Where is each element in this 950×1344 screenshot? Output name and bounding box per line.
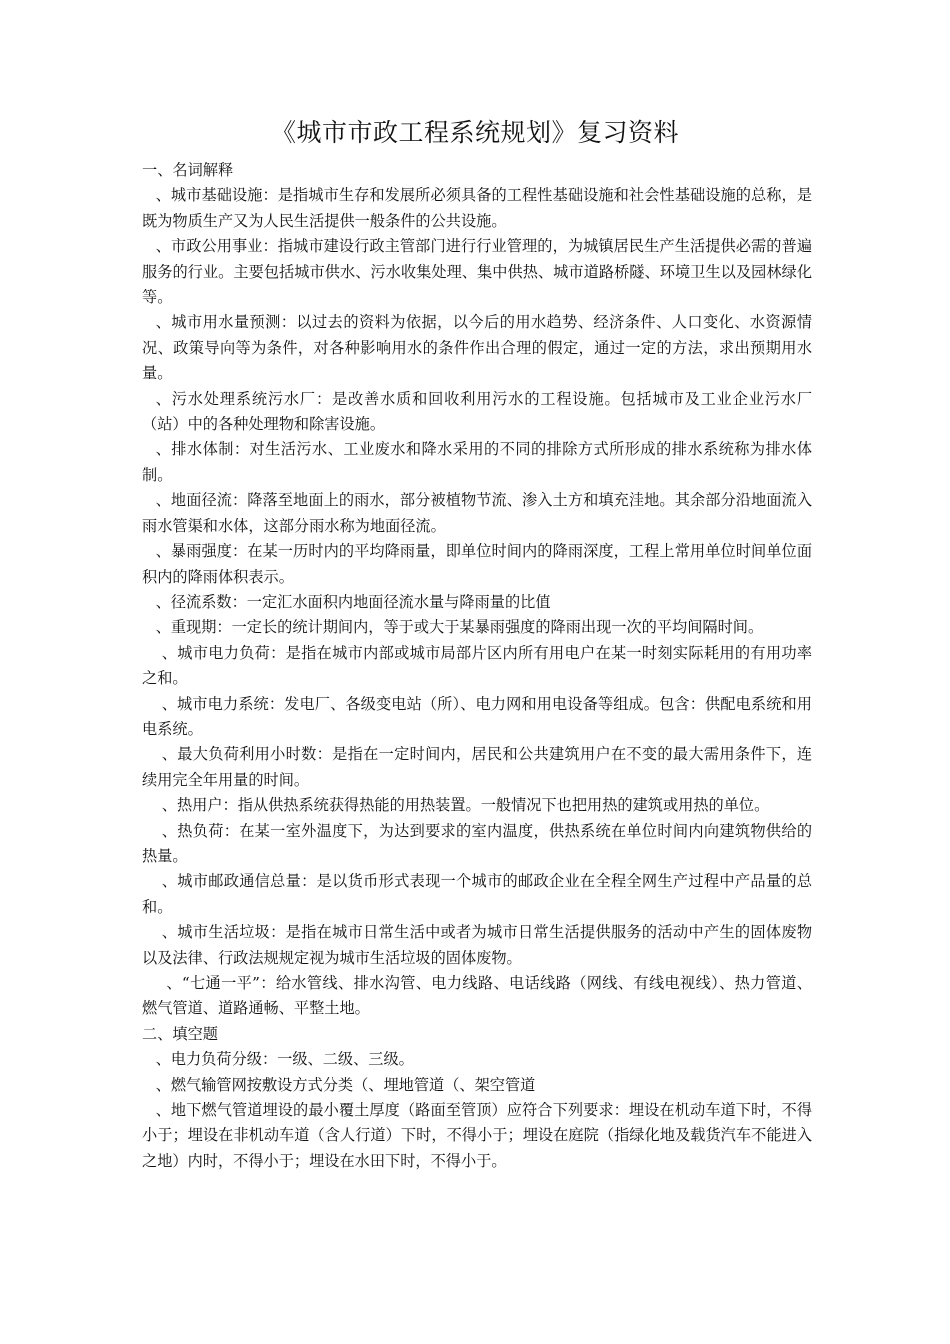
section-heading-definitions: 一、名词解释 — [142, 161, 234, 179]
fill-in-item: 、地下燃气管道埋设的最小覆土厚度（路面至管顶）应符合下列要求：埋设在机动车道下时，不得小于；埋设在非机动车道（含人行道）下时，不得小于；埋设在庭院（指绿化地及载货汽车不能进入之地）内时，不得小于；埋设在水田下时，不得小于。 — [142, 1101, 812, 1170]
definition-item: 、城市用水量预测：以过去的资料为依据，以今后的用水趋势、经济条件、人口变化、水资源情况、政策导向等为条件，对各种影响用水的条件作出合理的假定，通过一定的方法，求出预期用水量。 — [142, 313, 812, 383]
definition-item: 、城市基础设施：是指城市生存和发展所必须具备的工程性基础设施和社会性基础设施的总称，是既为物质生产又为人民生活提供一般条件的公共设施。 — [142, 186, 812, 230]
definition-item: 、最大负荷利用小时数：是指在一定时间内，居民和公共建筑用户在不变的最大需用条件下，连续用完全年用量的时间。 — [142, 745, 812, 789]
definition-item: 、热负荷：在某一室外温度下，为达到要求的室内温度，供热系统在单位时间内向建筑物供给的热量。 — [142, 821, 812, 865]
definition-item: 、城市生活垃圾：是指在城市日常生活中或者为城市日常生活提供服务的活动中产生的固体废物以及法律、行政法规规定视为城市生活垃圾的固体废物。 — [142, 923, 812, 967]
definition-item: 、城市邮政通信总量：是以货币形式表现一个城市的邮政企业在全程全网生产过程中产品量的总和。 — [142, 872, 812, 916]
definition-item: 、重现期：一定长的统计期间内，等于或大于某暴雨强度的降雨出现一次的平均间隔时间。 — [155, 618, 764, 637]
definition-item: 、地面径流：降落至地面上的雨水，部分被植物节流、渗入土方和填充洼地。其余部分沿地面流入雨水管渠和水体，这部分雨水称为地面径流。 — [142, 491, 812, 535]
definition-item: 、排水体制：对生活污水、工业废水和降水采用的不同的排除方式所形成的排水系统称为排水体制。 — [142, 440, 812, 484]
definition-item: 、污水处理系统污水厂：是改善水质和回收利用污水的工程设施。包括城市及工业企业污水厂（站）中的各种处理物和除害设施。 — [142, 389, 812, 434]
definition-item: 、市政公用事业：指城市建设行政主管部门进行行业管理的，为城镇居民生产生活提供必需的普遍服务的行业。主要包括城市供水、污水收集处理、集中供热、城市道路桥隧、环境卫生以及园林绿化等。 — [142, 237, 812, 307]
definition-item: 、径流系数：一定汇水面积内地面径流水量与降雨量的比值 — [155, 592, 551, 611]
document-body — [142, 158, 812, 1174]
fill-in-item: 、电力负荷分级：一级、二级、三级。 — [155, 1050, 414, 1069]
fill-in-item: 、燃气输管网按敷设方式分类（、埋地管道（、架空管道 — [155, 1075, 536, 1094]
definition-item: 、城市电力负荷：是指在城市内部或城市局部片区内所有用电户在某一时刻实际耗用的有用功率之和。 — [142, 643, 812, 688]
definition-item: 、热用户：指从供热系统获得热能的用热装置。一般情况下也把用热的建筑或用热的单位。 — [161, 796, 770, 815]
definition-item: 、暴雨强度：在某一历时内的平均降雨量，即单位时间内的降雨深度，工程上常用单位时间单位面积内的降雨体积表示。 — [142, 542, 812, 586]
definition-item: 、“七通一平”：给水管线、排水沟管、电力线路、电话线路（网线、有线电视线）、热力管道、燃气管道、道路通畅、平整土地。 — [142, 974, 812, 1018]
document-title: 《城市市政工程系统规划》复习资料 — [270, 118, 679, 147]
section-heading-fill-in: 二、填空题 — [142, 1024, 218, 1043]
definition-item: 、城市电力系统：发电厂、各级变电站（所）、电力网和用电设备等组成。包含：供配电系统和用电系统。 — [142, 694, 812, 738]
